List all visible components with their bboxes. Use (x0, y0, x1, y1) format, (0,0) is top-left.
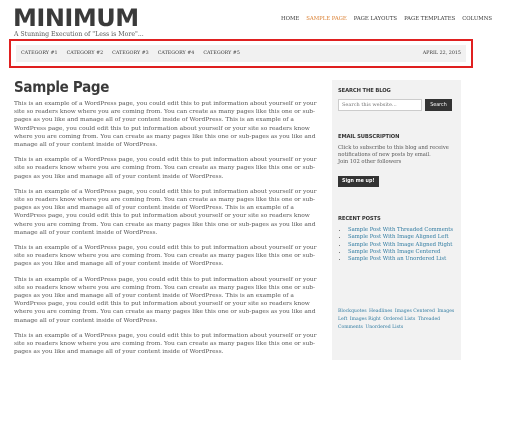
email-widget-title: EMAIL SUBSCRIPTION (338, 134, 400, 140)
category-link-3[interactable]: CATEGORY #3 (112, 51, 149, 56)
search-widget-title: SEARCH THE BLOG (338, 88, 391, 94)
email-widget-text: Click to subscribe to this blog and receive notifications of new posts by email. (338, 145, 449, 159)
content-paragraph: This is an example of a WordPress page, you could edit this to put information about yourself or your site so readers know where you are coming from. You can create as many pages like this one or sub-pages as you like and manage all of your content inside of WordPress. (14, 245, 317, 268)
category-link-5[interactable]: CATEGORY #5 (203, 51, 240, 56)
recent-post-link[interactable]: Sample Post With Threaded Comments (348, 227, 454, 233)
list-item (348, 256, 455, 263)
search-input[interactable] (338, 99, 422, 111)
site-tagline: A Stunning Execution of "Less is More"... (14, 31, 144, 38)
nav-item-sample-page[interactable]: SAMPLE PAGE (306, 16, 347, 22)
secondary-nav (16, 45, 466, 62)
search-widget (338, 88, 455, 111)
current-date: APRIL 22, 2015 (422, 51, 461, 56)
tag-link[interactable]: Blockquotes (338, 309, 367, 314)
list-item (348, 242, 455, 249)
secondary-nav-highlight (9, 39, 473, 68)
category-link-2[interactable]: CATEGORY #2 (66, 51, 104, 56)
content-paragraph: This is an example of a WordPress page, you could edit this to put information about yourself or your site so readers know where you are coming from. You can create as many pages like this one or sub-pages as you like and manage all of your content inside of WordPress. This is an example of a WordPress page, you could edit this to put information about yourself or your site so readers know where you are coming from. You can create as many pages like this one or sub-pages as you like and manage all of your content inside of WordPress. (14, 188, 317, 236)
recent-posts-title: RECENT POSTS (338, 216, 381, 222)
recent-post-link[interactable]: Sample Post With Image Centered (348, 248, 441, 255)
tag-cloud (338, 308, 455, 331)
site-title[interactable]: MINIMUM (13, 4, 139, 32)
content-paragraph: This is an example of a WordPress page, you could edit this to put information about yourself or your site so readers know where you are coming from. You can create as many pages like this one or sub-pages as you like and manage all of your content inside of WordPress. (14, 157, 317, 180)
email-subscription-widget (338, 134, 455, 187)
followers-count: Join 102 other followers (338, 159, 402, 166)
category-link-1[interactable]: CATEGORY #1 (21, 51, 58, 56)
nav-item-page-templates[interactable]: PAGE TEMPLATES (404, 16, 456, 22)
recent-post-link[interactable]: Sample Post With Image Aligned Left (348, 234, 449, 241)
nav-item-home[interactable]: HOME (281, 16, 300, 22)
category-link-4[interactable]: CATEGORY #4 (157, 51, 195, 56)
nav-item-page-layouts[interactable]: PAGE LAYOUTS (353, 16, 398, 22)
tag-link[interactable]: Headlines (369, 309, 393, 314)
search-button[interactable]: Search (425, 99, 452, 111)
tag-link[interactable]: Images Right (349, 316, 381, 322)
page-title: Sample Page (14, 78, 110, 96)
primary-nav (281, 16, 492, 22)
recent-posts-widget (338, 216, 455, 263)
list-item (348, 249, 455, 256)
content-paragraph: This is an example of a WordPress page, you could edit this to put information about yourself or your site so readers know where you are coming from. You can create as many pages like this one or sub-pages as you like and manage all of your content inside of WordPress. This is an example of a WordPress page, you could edit this to put information about yourself or your site so readers know where you are coming from. You can create as many pages like this one or sub-pages as you like and manage all of your content inside of WordPress. (14, 101, 317, 149)
tag-link[interactable]: Unordered Lists (365, 324, 404, 330)
category-list (21, 51, 240, 56)
recent-post-link[interactable]: Sample Post With Image Aligned Right (348, 241, 453, 248)
sidebar (332, 80, 461, 360)
main-content (14, 79, 324, 363)
list-item (348, 234, 455, 241)
tag-link[interactable]: Ordered Lists (383, 316, 416, 322)
tag-link[interactable]: Images Left (338, 309, 455, 322)
content-paragraph: This is an example of a WordPress page, you could edit this to put information about yourself or your site so readers know where you are coming from. You can create as many pages like this one or sub-pages as you like and manage all of your content inside of WordPress. This is an example of a WordPress page, you could edit this to put information about yourself or your site so readers know where you are coming from. You can create as many pages like this one or sub-pages as you like and manage all of your content inside of WordPress. (14, 276, 317, 324)
nav-item-columns[interactable]: COLUMNS (462, 16, 492, 22)
tag-link[interactable]: Threaded Comments (338, 316, 441, 330)
recent-post-link[interactable]: Sample Post With an Unordered List (348, 256, 447, 263)
recent-posts-list (338, 227, 455, 263)
sign-up-button[interactable]: Sign me up! (338, 176, 379, 187)
list-item (348, 227, 455, 234)
content-paragraph: This is an example of a WordPress page, you could edit this to put information about yourself or your site so readers know where you are coming from. You can create as many pages like this one or sub-pages as you like and manage all of your content inside of WordPress. (14, 332, 317, 356)
tag-link[interactable]: Images Centered (394, 309, 435, 314)
